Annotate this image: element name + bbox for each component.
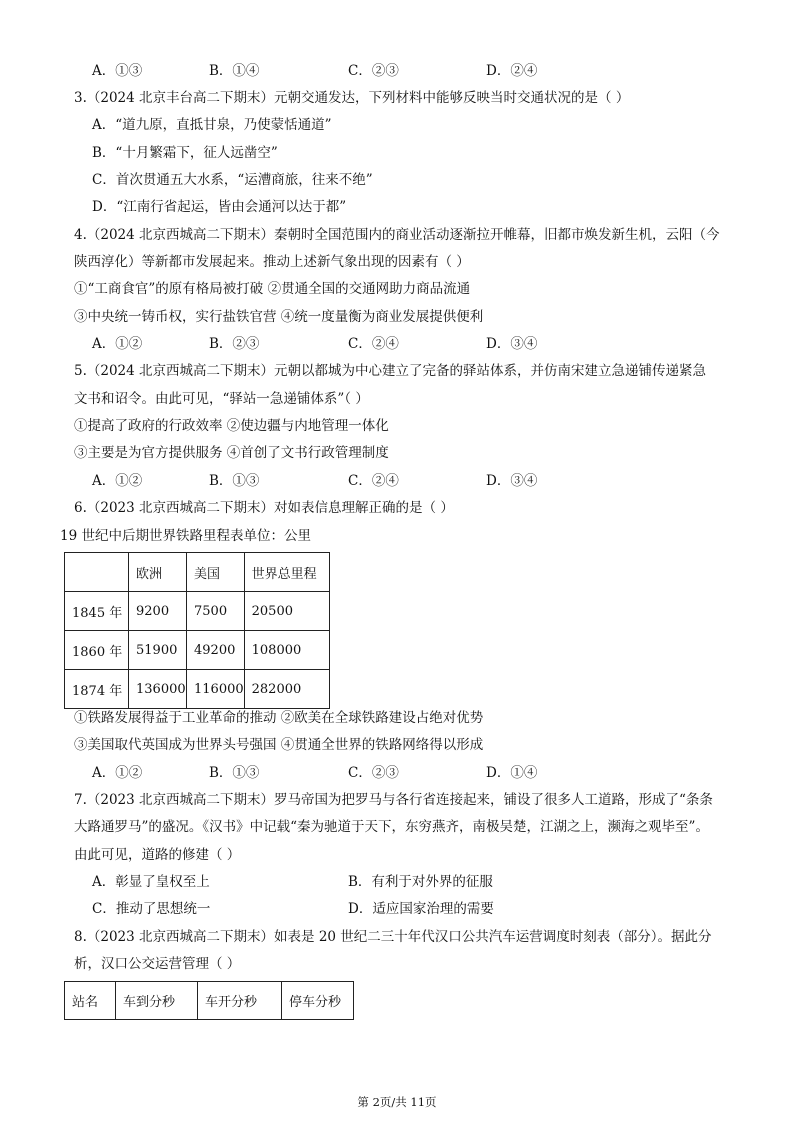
q5-option-c: C．②④ — [348, 473, 399, 489]
table-row — [65, 670, 330, 709]
table-header-row — [65, 553, 330, 592]
q6-stem: 6.（2023 北京西城高二下期末）对如表信息理解正确的是（ ） — [74, 500, 454, 516]
q4-option-a: A．①② — [92, 336, 143, 352]
table-row — [65, 592, 330, 631]
table-header-cell: 欧洲 — [129, 553, 187, 592]
q4-option-b: B．②③ — [209, 336, 260, 352]
q6-statements-2: ③美国取代英国成为世界头号强国 ④贯通全世界的铁路网络得以形成 — [74, 737, 484, 753]
q7-option-d: D．适应国家治理的需要 — [348, 901, 494, 917]
table-cell: 9200 — [129, 592, 187, 631]
q2-option-c: C．②③ — [348, 63, 399, 79]
table-cell: 136000 — [129, 670, 187, 709]
table-header-cell: 车开分秒 — [198, 982, 282, 1020]
q6-option-a: A．①② — [92, 765, 143, 781]
table-cell: 1874 年 — [65, 670, 129, 709]
q5-statements-1: ①提高了政府的行政效率 ②使边疆与内地管理一体化 — [74, 418, 389, 434]
q7-option-c: C．推动了思想统一 — [92, 901, 211, 917]
q5-option-d: D．③④ — [486, 473, 538, 489]
q7-stem-line3: 由此可见，道路的修建（ ） — [74, 847, 241, 863]
q5-option-b: B．①③ — [209, 473, 260, 489]
q6-table-caption: 19 世纪中后期世界铁路里程表单位：公里 — [60, 528, 311, 544]
table-header-cell: 站名 — [65, 982, 116, 1020]
q5-stem-line1: 5.（2024 北京西城高二下期末）元朝以都城为中心建立了完备的驿站体系，并仿南宋建立急递铺传递紧急 — [74, 363, 707, 379]
q4-stem-line1: 4.（2024 北京西城高二下期末）秦朝时全国范围内的商业活动逐渐拉开帷幕，旧都市焕发新生机，云阳（今 — [74, 227, 720, 243]
q7-option-a: A．彰显了皇权至上 — [92, 874, 210, 890]
q7-stem-line1: 7.（2023 北京西城高二下期末）罗马帝国为把罗马与各行省连接起来，铺设了很多人工道路，形成了“条条 — [74, 792, 713, 808]
q6-railway-table — [64, 552, 330, 709]
q6-option-c: C．②③ — [348, 765, 399, 781]
q3-option-c: C．首次贯通五大水系，“运漕商旅，往来不绝” — [92, 172, 373, 188]
q4-statements-2: ③中央统一铸币权，实行盐铁官营 ④统一度量衡为商业发展提供便利 — [74, 309, 484, 325]
q4-option-d: D．③④ — [486, 336, 538, 352]
q4-stem-line2: 陕西淳化）等新都市发展起来。推动上述新气象出现的因素有（ ） — [74, 254, 470, 270]
q2-option-d: D．②④ — [486, 63, 538, 79]
page-number-footer: 第 2页/共 11页 — [357, 1095, 437, 1109]
q2-option-b: B．①④ — [209, 63, 260, 79]
table-cell: 1845 年 — [65, 592, 129, 631]
table-header-cell: 美国 — [187, 553, 245, 592]
table-cell: 49200 — [187, 631, 245, 670]
q5-statements-2: ③主要是为官方提供服务 ④首创了文书行政管理制度 — [74, 445, 389, 461]
table-header-row — [65, 982, 354, 1020]
table-header-cell: 停车分秒 — [282, 982, 354, 1020]
q3-option-a: A．“道九原，直抵甘泉，乃使蒙恬通道” — [92, 117, 332, 133]
q8-bus-schedule-table — [64, 981, 354, 1020]
q7-option-b: B．有利于对外界的征服 — [348, 874, 493, 890]
q7-stem-line2: 大路通罗马”的盛况。《汉书》中记载“秦为驰道于天下，东穷燕齐，南极吴楚，江湖之上，濒海之观毕至”。 — [74, 819, 709, 835]
table-row — [65, 631, 330, 670]
table-cell: 282000 — [244, 670, 329, 709]
q8-stem-line2: 析，汉口公交运营管理（ ） — [74, 956, 241, 972]
q3-stem: 3.（2024 北京丰台高二下期末）元朝交通发达，下列材料中能够反映当时交通状况的是（ ） — [74, 90, 630, 106]
table-cell: 51900 — [129, 631, 187, 670]
table-header-cell: 世界总里程 — [244, 553, 329, 592]
q4-option-c: C．②④ — [348, 336, 399, 352]
q6-option-b: B．①③ — [209, 765, 260, 781]
table-header-cell: 车到分秒 — [116, 982, 198, 1020]
table-header-cell — [65, 553, 129, 592]
table-cell: 1860 年 — [65, 631, 129, 670]
q4-statements-1: ①“工商食官”的原有格局被打破 ②贯通全国的交通网助力商品流通 — [74, 281, 471, 297]
q3-option-d: D．“江南行省起运，皆由会通河以达于都” — [92, 199, 347, 215]
table-cell: 20500 — [244, 592, 329, 631]
q6-statements-1: ①铁路发展得益于工业革命的推动 ②欧美在全球铁路建设占绝对优势 — [74, 710, 484, 726]
table-cell: 108000 — [244, 631, 329, 670]
q5-option-a: A．①② — [92, 473, 143, 489]
q2-option-a: A．①③ — [92, 63, 143, 79]
q8-stem-line1: 8.（2023 北京西城高二下期末）如表是 20 世纪二三十年代汉口公共汽车运营调度时刻表（部分）。据此分 — [74, 929, 712, 945]
table-cell: 116000 — [187, 670, 245, 709]
table-cell: 7500 — [187, 592, 245, 631]
q3-option-b: B．“十月繁霜下，征人远凿空” — [92, 145, 278, 161]
q5-stem-line2: 文书和诏令。由此可见，“驿站一急递铺体系”（ ） — [74, 391, 369, 407]
q6-option-d: D．①④ — [486, 765, 538, 781]
